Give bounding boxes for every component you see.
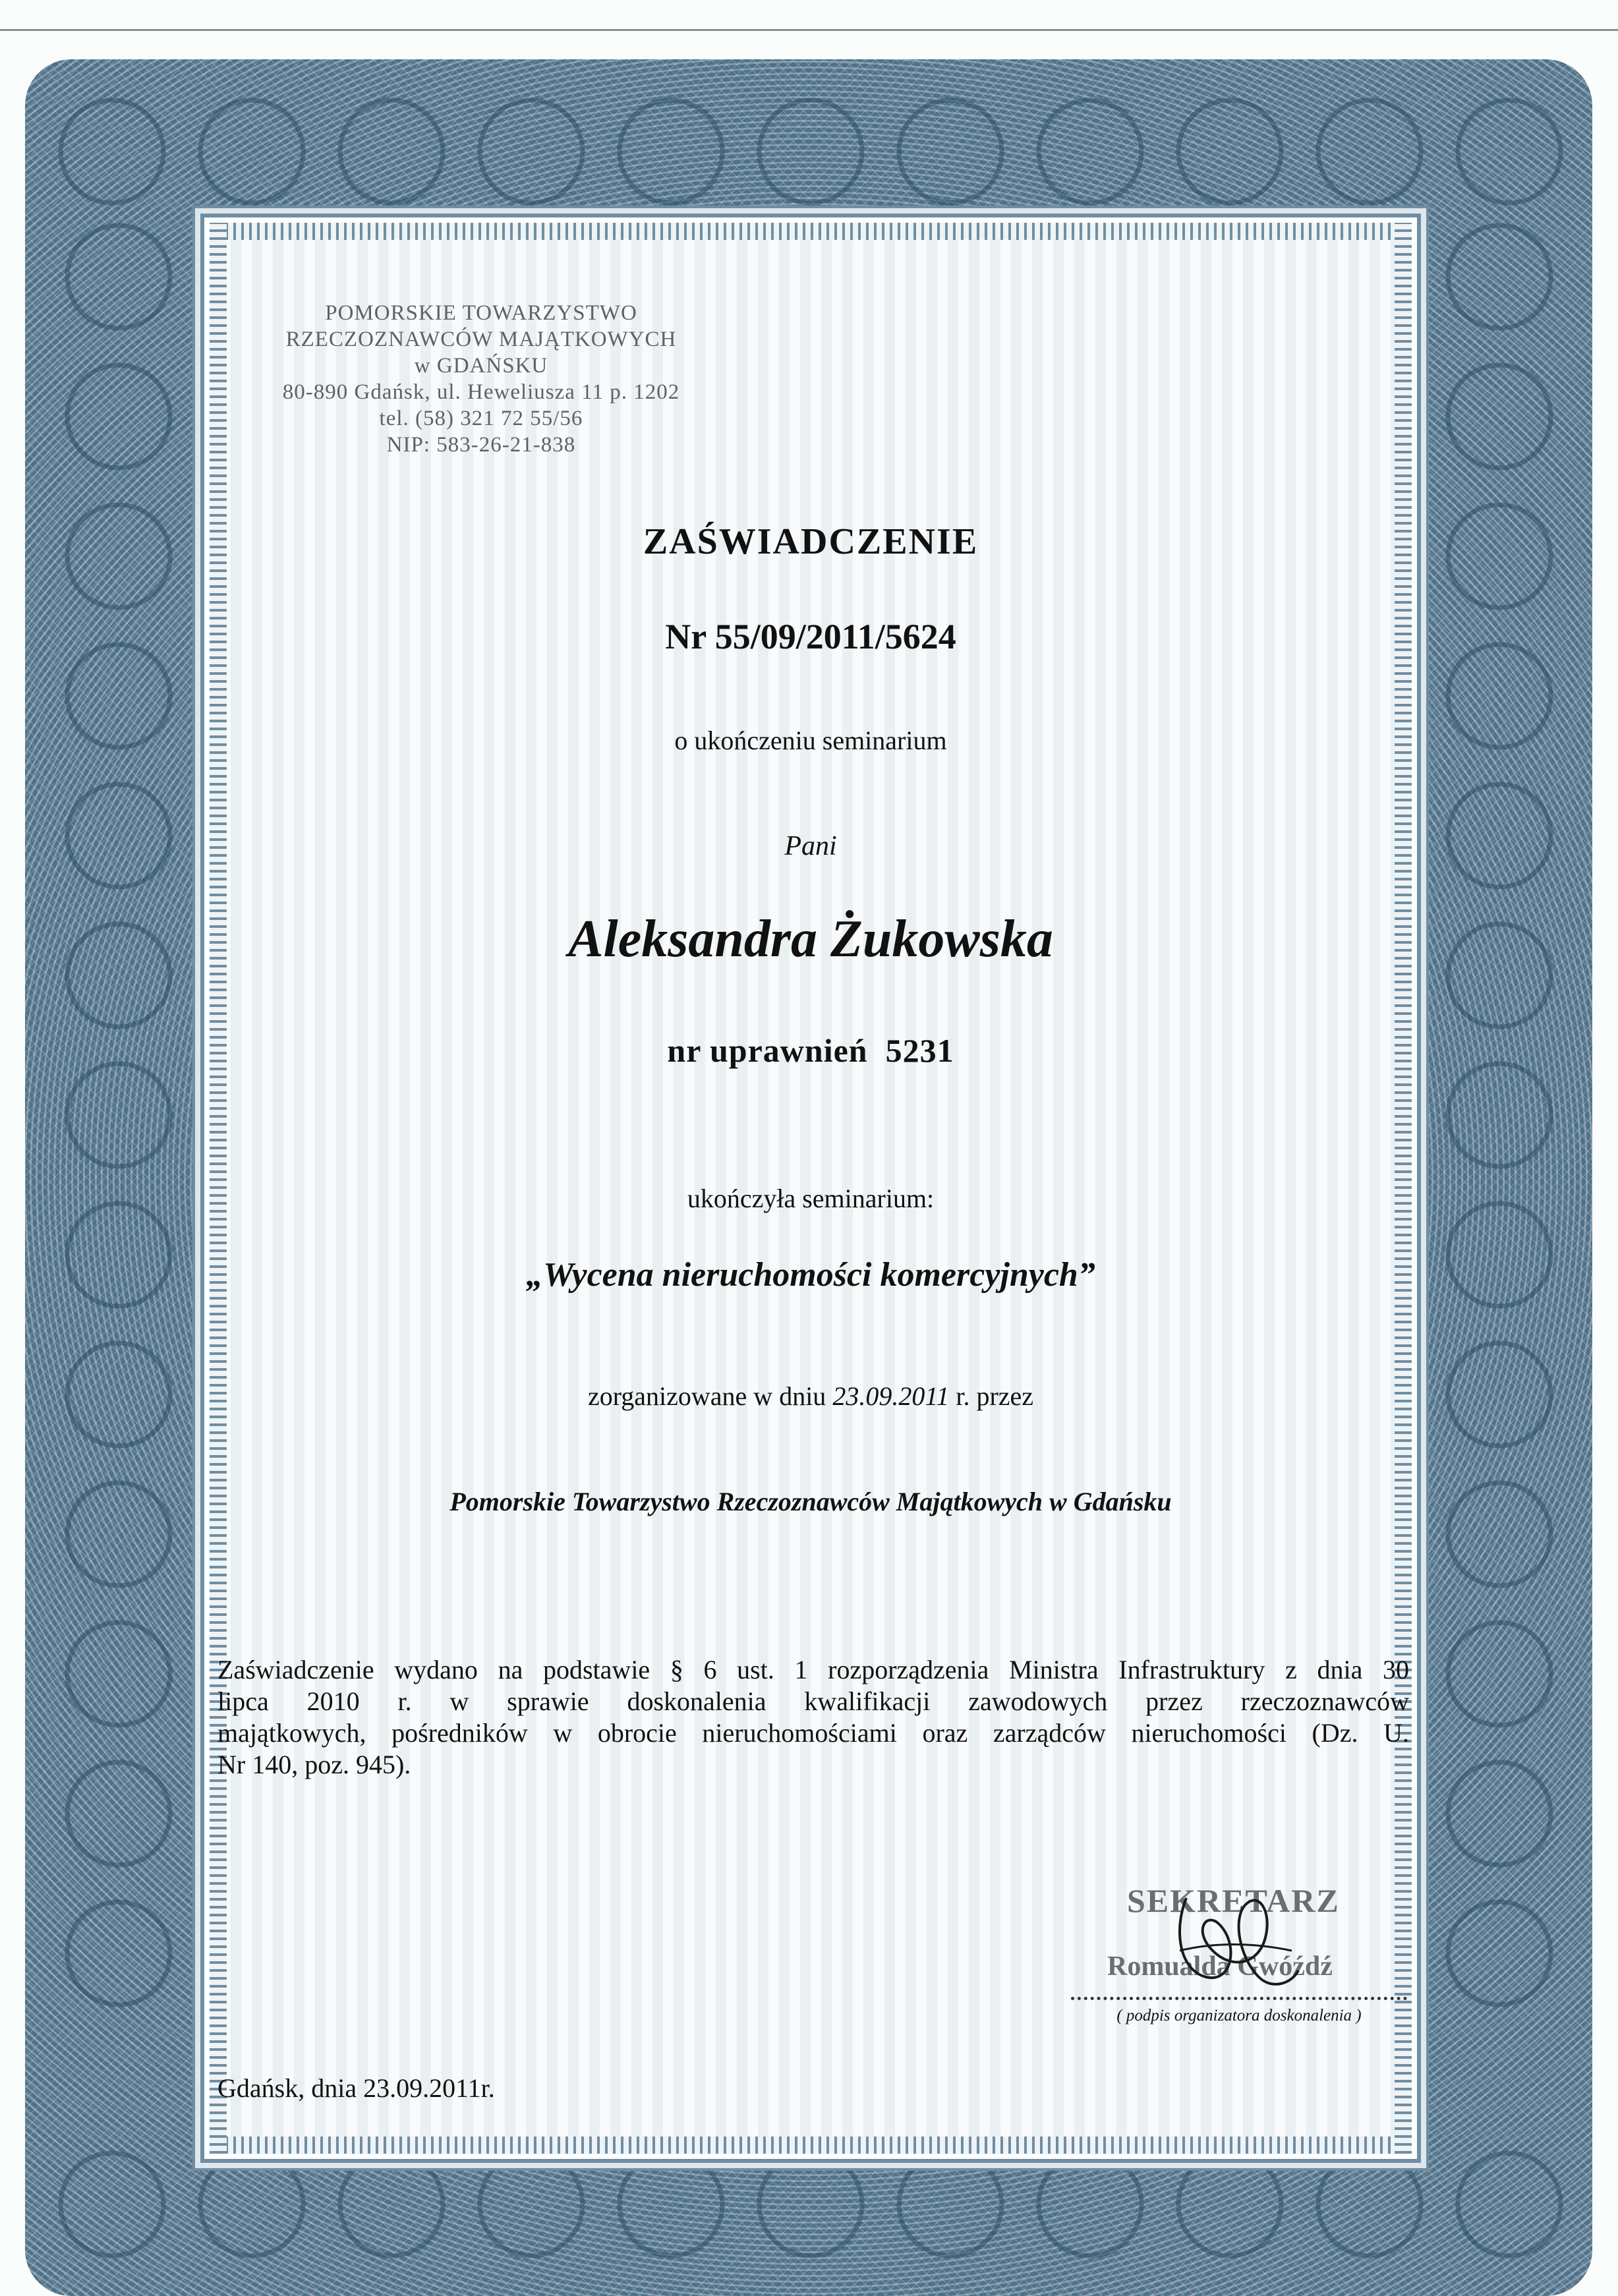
issuer-address: 80-890 Gdańsk, ul. Heweliusza 11 p. 1202 [282,380,680,404]
certificate-number: Nr 55/09/2011/5624 [665,617,956,656]
stamp-name: Romualda Gwóźdź [1107,1951,1333,1982]
issuer-nip: NIP: 583-26-21-838 [386,433,576,457]
organized-line [210,1381,1412,1412]
legal-basis-paragraph [217,1654,1409,1781]
permit-line [210,1031,1412,1070]
certificate-title: ZAŚWIADCZENIE [643,521,979,562]
legal-line-3: majątkowych, pośredników w obrocie nieruchomościami oraz zarządców nieruchomości (Dz. U. [217,1718,1409,1748]
panel-braid-top [210,223,1412,240]
issuer-line1: POMORSKIE TOWARZYSTWO [325,301,637,325]
issuer-line3: w GDAŃSKU [414,354,548,378]
handwritten-signature [1160,1872,1305,2003]
recipient-name: Aleksandra Żukowska [568,910,1053,968]
legal-line-4: Nr 140, poz. 945). [217,1750,411,1779]
course-title: „Wycena nieruchomości komercyjnych” [526,1256,1095,1294]
signature-caption: ( podpis organizatora doskonalenia ) [1116,2007,1362,2024]
stamp-title: SEKRETARZ [1127,1882,1340,1919]
organizer-name: Pomorskie Towarzystwo Rzeczoznawców Majątkowych w Gdańsku [449,1487,1172,1516]
organized-prefix: zorganizowane w dniu [587,1381,826,1411]
signature-dotted-line [1071,1997,1407,2000]
panel-braid-bottom [210,2137,1412,2154]
issuer-stamp [250,300,712,458]
certificate-subtitle: o ukończeniu seminarium [674,726,947,755]
legal-line-1: Zaświadczenie wydano na podstawie § 6 ust. 1 rozporządzenia Ministra Infrastruktury z dnia 30 [217,1655,1409,1684]
issuer-phone: tel. (58) 321 72 55/56 [379,407,583,430]
organized-suffix: r. przez [956,1381,1034,1411]
organized-date: 23.09.2011 [832,1381,950,1411]
permit-number: 5231 [885,1032,954,1069]
place-and-date: Gdańsk, dnia 23.09.2011r. [217,2073,495,2103]
permit-label: nr uprawnień [667,1032,868,1069]
salutation: Pani [784,831,837,861]
legal-line-2: lipca 2010 r. w sprawie doskonalenia kwalifikacji zawodowych przez rzeczoznawców [217,1686,1409,1716]
completed-text: ukończyła seminarium: [687,1184,935,1213]
issuer-line2: RZECZOZNAWCÓW MAJĄTKOWYCH [285,328,677,351]
